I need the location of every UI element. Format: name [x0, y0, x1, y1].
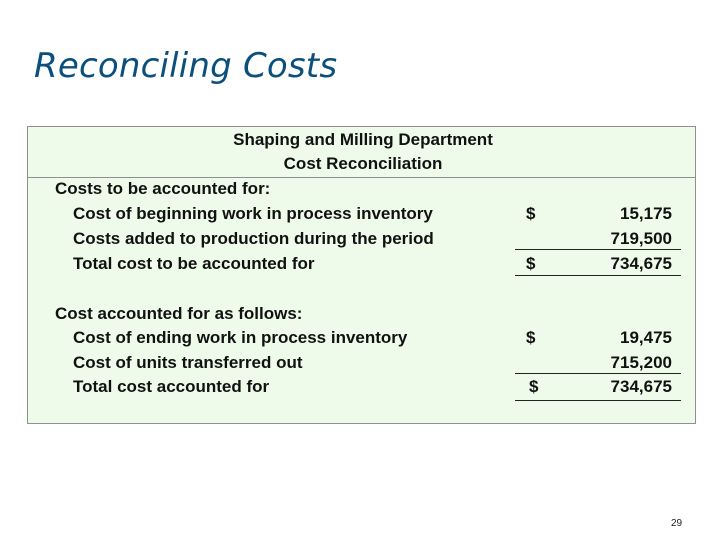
section-heading-label: Cost accounted for as follows: — [55, 304, 303, 323]
row-amount: 734,675 — [610, 254, 672, 273]
currency-symbol: $ — [526, 254, 536, 273]
total-rule — [515, 275, 681, 276]
row-amount: 719,500 — [610, 229, 672, 248]
subtotal-rule — [515, 249, 681, 250]
currency-symbol: $ — [526, 204, 536, 223]
slide-title: Reconciling Costs — [34, 46, 338, 86]
row-label: Total cost accounted for — [73, 377, 270, 396]
table-row — [28, 328, 697, 352]
row-label: Cost of ending work in process inventory — [73, 328, 408, 347]
currency-symbol: $ — [526, 328, 536, 347]
section-heading-cost-accounted — [28, 304, 697, 328]
report-header — [28, 127, 695, 178]
row-amount: 734,675 — [610, 377, 672, 396]
currency-symbol: $ — [529, 377, 539, 396]
cost-reconciliation-panel — [27, 126, 696, 424]
row-label: Cost of beginning work in process inventory — [73, 204, 433, 223]
row-amount: 715,200 — [610, 353, 672, 372]
table-row-total — [28, 377, 697, 401]
row-label: Costs added to production during the period — [73, 229, 434, 248]
row-amount: 19,475 — [620, 328, 672, 347]
total-rule — [515, 400, 681, 401]
section-heading-label: Costs to be accounted for: — [55, 179, 271, 198]
subtotal-rule — [515, 373, 681, 374]
row-label: Total cost to be accounted for — [73, 254, 315, 273]
section-heading-costs-to-account — [28, 179, 697, 203]
table-row — [28, 204, 697, 228]
report-title: Shaping and Milling Department — [233, 130, 493, 149]
row-label: Cost of units transferred out — [73, 353, 303, 372]
report-subtitle: Cost Reconciliation — [283, 154, 443, 173]
row-amount: 15,175 — [620, 204, 672, 223]
page-number: 29 — [671, 518, 683, 529]
